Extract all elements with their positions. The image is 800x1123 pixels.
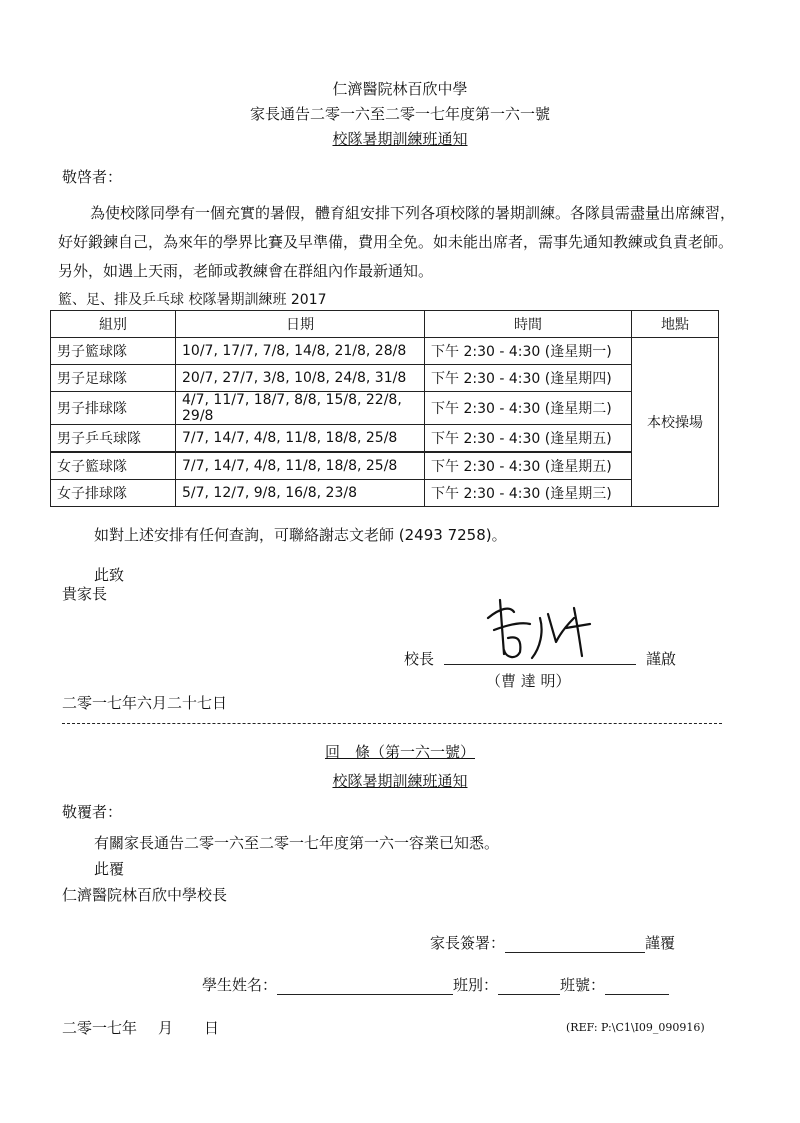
body-paragraph xyxy=(58,199,738,286)
table-caption: 籃、足、排及乒乓球 校隊暑期訓練班 2017 xyxy=(58,292,327,308)
time-cell: 下午 2:30 - 4:30 (逢星期二) xyxy=(425,392,632,425)
team-cell: 男子籃球隊 xyxy=(51,338,176,365)
reply-date-month: 月 xyxy=(158,1019,174,1037)
time-cell: 下午 2:30 - 4:30 (逢星期一) xyxy=(425,338,632,365)
table-row xyxy=(51,425,719,453)
student-info-row xyxy=(202,974,669,995)
header-venue: 地點 xyxy=(632,311,719,338)
reply-closing2: 仁濟醫院林百欣中學校長 xyxy=(62,886,228,904)
parent-signature-field[interactable] xyxy=(505,936,645,953)
parent-signature-label: 家長簽署： xyxy=(430,934,506,952)
parent-signature-row xyxy=(430,932,675,953)
table-row xyxy=(51,392,719,425)
notice-number: 家長通告二零一六至二零一七年度第一六一號 xyxy=(249,105,550,123)
student-name-label: 學生姓名： xyxy=(202,976,278,994)
body-text: 為使校隊同學有一個充實的暑假，體育組安排下列各項校隊的暑期訓練。各隊員需盡量出席練習，好好鍛鍊自己，為來年的學界比賽及早準備，費用全免。如未能出席者，需事先通知教練或負責老師。另外，如遇上天雨，老師或教練會在群組內作最新通知。 xyxy=(58,204,736,280)
closing-line2: 貴家長 xyxy=(62,585,108,603)
school-name: 仁濟醫院林百欣中學 xyxy=(332,80,468,98)
closing-line1: 此致 xyxy=(94,566,125,584)
reply-date-day: 日 xyxy=(204,1019,220,1037)
time-cell: 下午 2:30 - 4:30 (逢星期三) xyxy=(425,480,632,507)
cut-line xyxy=(62,723,722,724)
dates-cell: 10/7, 17/7, 7/8, 14/8, 21/8, 28/8 xyxy=(176,338,425,365)
team-cell: 男子排球隊 xyxy=(51,392,176,425)
dates-cell: 5/7, 12/7, 9/8, 16/8, 23/8 xyxy=(176,480,425,507)
principal-signature xyxy=(470,578,610,668)
principal-label: 校長 xyxy=(404,650,435,668)
enquiry-text: 如對上述安排有任何查詢，可聯絡謝志文老師 (2493 7258)。 xyxy=(94,526,507,544)
header-dates: 日期 xyxy=(176,311,425,338)
reply-title: 回 條（第一六一號） xyxy=(324,743,475,761)
training-schedule-table xyxy=(50,310,719,507)
team-cell: 男子足球隊 xyxy=(51,365,176,392)
table-row xyxy=(51,452,719,480)
time-cell: 下午 2:30 - 4:30 (逢星期五) xyxy=(425,425,632,453)
class-field[interactable] xyxy=(498,978,560,995)
team-cell: 女子排球隊 xyxy=(51,480,176,507)
table-row xyxy=(51,480,719,507)
table-row xyxy=(51,365,719,392)
parent-signature-end: 謹覆 xyxy=(645,934,676,952)
student-name-field[interactable] xyxy=(277,978,453,995)
team-cell: 女子籃球隊 xyxy=(51,452,176,480)
time-cell: 下午 2:30 - 4:30 (逢星期五) xyxy=(425,452,632,480)
header-team: 組別 xyxy=(51,311,176,338)
reply-ack: 有關家長通告二零一六至二零一七年度第一六一容業已知悉。 xyxy=(94,834,500,852)
salutation: 敬啓者： xyxy=(62,168,123,186)
reply-date-year: 二零一七年 xyxy=(62,1019,138,1037)
time-cell: 下午 2:30 - 4:30 (逢星期四) xyxy=(425,365,632,392)
dates-cell: 7/7, 14/7, 4/8, 11/8, 18/8, 25/8 xyxy=(176,425,425,453)
dates-cell: 7/7, 14/7, 4/8, 11/8, 18/8, 25/8 xyxy=(176,452,425,480)
dates-cell: 4/7, 11/7, 18/7, 8/8, 15/8, 22/8, 29/8 xyxy=(176,392,425,425)
dates-cell: 20/7, 27/7, 3/8, 10/8, 24/8, 31/8 xyxy=(176,365,425,392)
respect-text: 謹啟 xyxy=(646,650,677,668)
reply-subject: 校隊暑期訓練班通知 xyxy=(332,772,468,790)
class-no-field[interactable] xyxy=(605,978,669,995)
table-header-row xyxy=(51,311,719,338)
reply-closing1: 此覆 xyxy=(94,860,125,878)
notice-subject: 校隊暑期訓練班通知 xyxy=(332,130,468,148)
principal-name: （曹 達 明） xyxy=(486,672,571,690)
team-cell: 男子乒乓球隊 xyxy=(51,425,176,453)
class-label: 班別： xyxy=(453,976,499,994)
venue-cell: 本校操場 xyxy=(632,338,719,507)
table-row xyxy=(51,338,719,365)
reference-code: (REF: P:\C1\I09_090916) xyxy=(566,1021,705,1034)
notice-date: 二零一七年六月二十七日 xyxy=(62,694,228,712)
reply-salutation: 敬覆者： xyxy=(62,803,123,821)
header-time: 時間 xyxy=(425,311,632,338)
class-no-label: 班號： xyxy=(560,976,606,994)
principal-sign-line xyxy=(444,664,636,665)
